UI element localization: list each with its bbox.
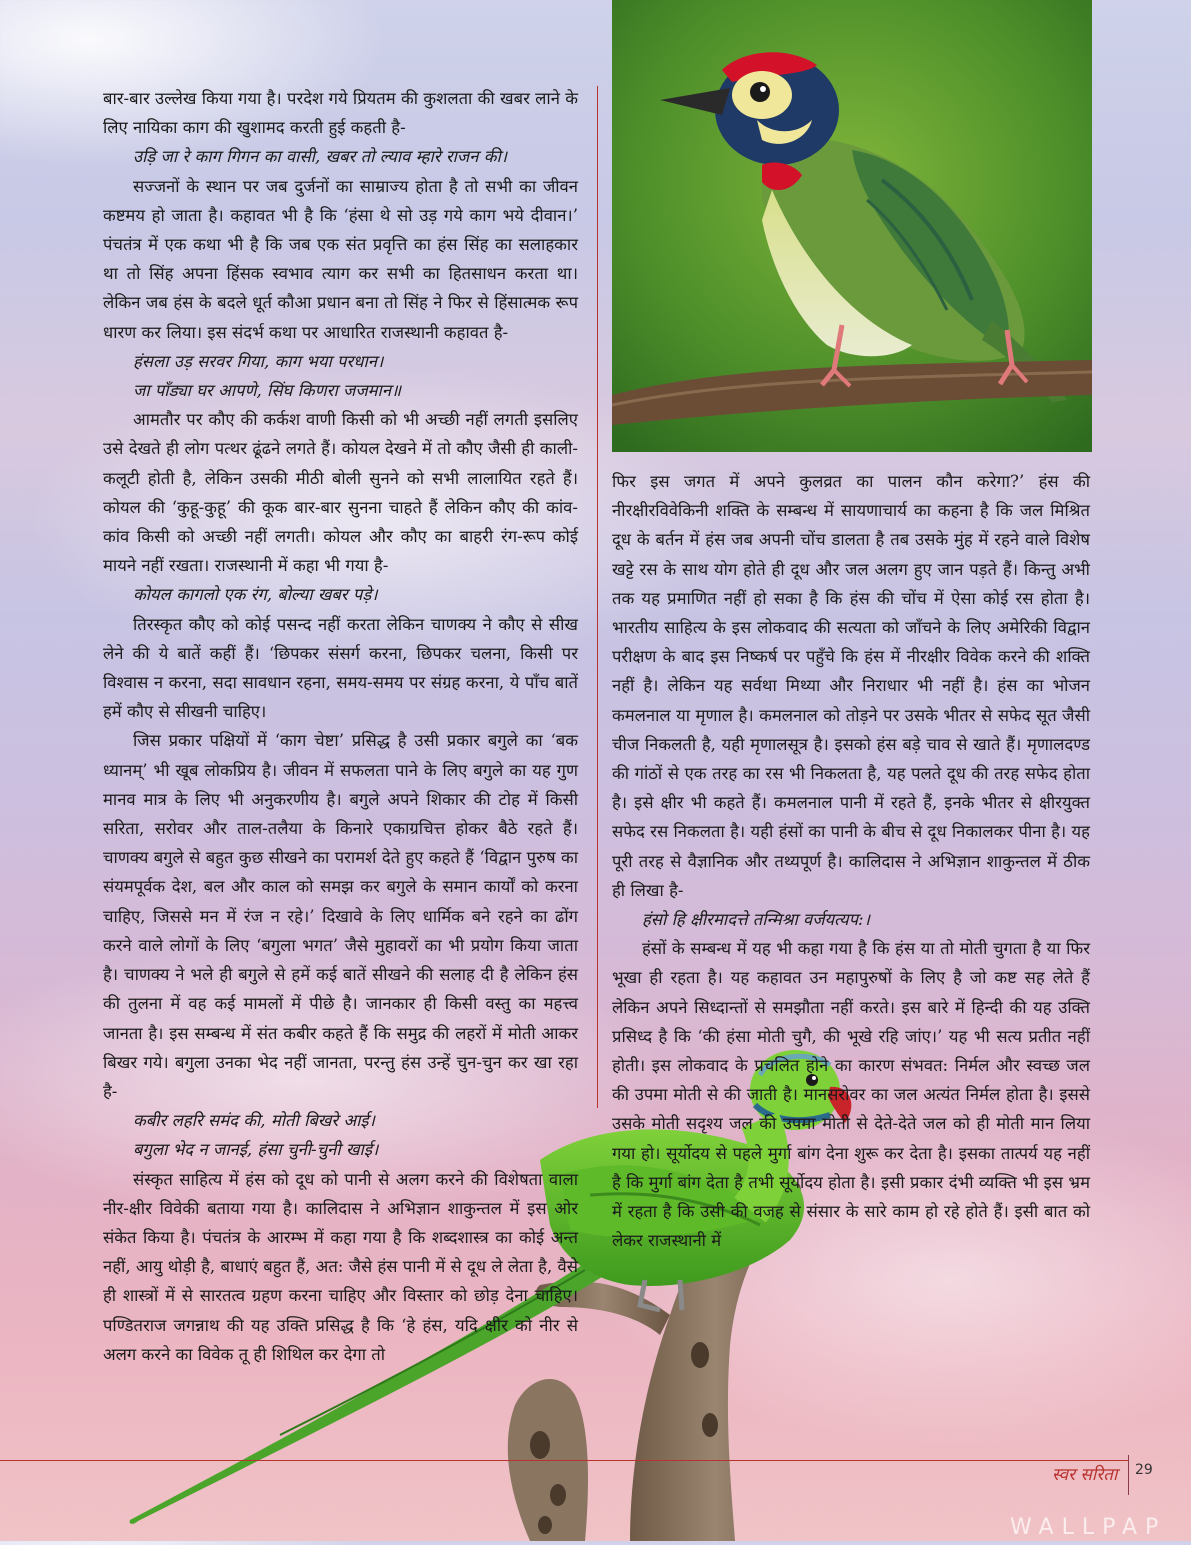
paragraph: हंसों के सम्बन्ध में यह भी कहा गया है कि हंस या तो मोती चुगता है या फिर भूखा ही रहता है। यह कहावत उन महापुरुषों के लिए है जो कष्ट सह लेते हैं लेकिन अपने सिध्दान्तों से समझौता नहीं करते। इस बारे में हिन्दी की यह उक्ति प्रसिध्द है कि ‘की हंसा मोती चुगै, की भूखे रहि जांए।’ यह भी सत्य प्रतीत नहीं होती। इस लोकवाद के प्रचलित होने का कारण संभवत: निर्मल और स्वच्छ जल की उपमा मोती से की जाती है। मानसरोवर का जल अत्यंत निर्मल होता है। इससे उसके मोती सदृश्य जल की उपमा मोती से देते-देते जल को ही मोती मान लिया गया हो। सूर्योदय से पहले मुर्गा बांग देना शुरू कर देता है। इसका तात्पर्य यह नहीं है कि मुर्गा बांग देता है तभी सूर्योदय होता है। इसी प्रकार दंभी व्यक्ति भी इस भ्रम में रहता है कि उसी की वजह से संसार के सारे काम हो रहे होते हैं। इसी बात को लेकर राजस्थानी में [612, 939, 1090, 1251]
verse-line: उड़ि जा रे काग गिगन का वासी, खबर तो ल्याव म्हारे राजन की। [133, 147, 508, 167]
magazine-name: स्वर सरिता [1052, 1465, 1118, 1485]
column-divider-rule [597, 86, 598, 1108]
page-number: 29 [1135, 1462, 1153, 1478]
verse-line: जा पाँड्या घर आपणे, सिंघ किणरा जजमान॥ [133, 381, 402, 401]
paragraph: संस्कृत साहित्य में हंस को दूध को पानी से अलग करने की विशेषता वाला नीर-क्षीर विवेकी बताया गया है। कालिदास ने अभिज्ञान शाकुन्तल में इस ओर संकेत किया है। पंचतंत्र के आरम्भ में कहा गया है कि शब्दशास्त्र का कोई अन्त नहीं, आयु थोड़ी है, बाधाएं बहुत हैं, अत: जैसे हंस पानी में से दूध ले लेता है, वैसे ही शास्त्रों में से सारतत्व ग्रहण करना चाहिए और विस्तार को छोड़ देना चाहिए। पण्डितराज जगन्नाथ की यह उक्ति प्रसिद्ध है कि ‘हे हंस, यदि क्षीर को नीर से अलग करने का विवेक तू ही शिथिल कर देगा तो [103, 1169, 578, 1364]
verse-line: बगुला भेद न जानई, हंसा चुनी-चुनी खाई। [133, 1140, 379, 1160]
footer-rule [0, 1460, 1128, 1461]
barbet-photo [612, 0, 1092, 452]
paragraph: फिर इस जगत में अपने कुलव्रत का पालन कौन करेगा?’ हंस की नीरक्षीरविवेकिनी शक्ति के सम्बन्ध में सायणाचार्य का कहना है कि जल मिश्रित दूध के बर्तन में हंस जब अपनी चोंच डालता है तब उसके मुंह में रहने वाले विशेष खट्टे रस के साथ योग होते ही दूध और जल अलग हुए जान पड़ते हैं। किन्तु अभी तक यह प्रमाणित नहीं हो सका है कि हंस की चोंच में ऐसा कोई रस होता है। भारतीय साहित्य के इस लोकवाद की सत्यता को जाँचने के लिए अमेरिकी विद्वान परीक्षण के बाद इस निष्कर्ष पर पहुँचे कि हंस में नीरक्षीर विवेक करने की शक्ति नहीं है। लेकिन यह सर्वथा मिथ्या और निराधार भी नहीं है। हंस का भोजन कमलनाल या मृणाल है। कमलनाल को तोड़ने पर उसके भीतर से सफेद सूत जैसी चीज निकलती है, यही मृणालसूत्र है। इसको हंस बड़े चाव से खाते हैं। मृणालदण्ड की गांठों से एक तरह का रस भी निकलता है, यह पलते दूध की तरह सफेद होता है। इसे क्षीर भी कहते हैं। कमलनाल पानी में रहते हैं, इनके भीतर से क्षीरयुक्त सफेद रस निकलता है। यही हंसों का पानी के बीच से दूध निकालकर पीना है। यह पूरी तरह से वैज्ञानिक और तथ्यपूर्ण है। कालिदास ने अभिज्ञान शाकुन्तल में ठीक ही लिखा है- [612, 472, 1090, 900]
verse-line: कोयल कागलो एक रंग, बोल्या खबर पड़े। [133, 585, 378, 605]
footer-divider [1128, 1455, 1129, 1495]
right-text-column [612, 467, 1090, 1255]
verse-line: हंसला उड़ सरवर गिया, काग भया परधान। [133, 351, 384, 371]
paragraph: आमतौर पर कौए की कर्कश वाणी किसी को भी अच्छी नहीं लगती इसलिए उसे देखते ही लोग पत्थर ढूंढने लगते हैं। कोयल देखने में तो कौए जैसी ही काली-कलूटी होती है, लेकिन उसकी मीठी बोली सुनने को सभी लालायित रहते हैं। कोयल की ‘कुहू-कुहू’ की कूक बार-बार सुनना चाहते हैं लेकिन कौए की कांव-कांव किसी को अच्छी नहीं लगती। कोयल और कौए का बाहरी रंग-रूप कोई मायने नहीं रखता। राजस्थानी में कहा भी गया है- [103, 410, 578, 576]
paragraph: तिरस्कृत कौए को कोई पसन्द नहीं करता लेकिन चाणक्य ने कौए से सीख लेने की ये बातें कहीं हैं। ‘छिपकर संसर्ग करना, छिपकर चलना, किसी पर विश्वास न करना, सदा सावधान रहना, समय-समय पर संग्रह करना, ये पाँच बातें हमें कौए से सीखनी चाहिए। [103, 614, 578, 722]
left-text-column [103, 84, 578, 1369]
paragraph: बार-बार उल्लेख किया गया है। परदेश गये प्रियतम की कुशलता की खबर लाने के लिए नायिका काग की खुशामद करती हुई कहती है- [103, 89, 578, 138]
verse-line: कबीर लहरि समंद की, मोती बिखरे आई। [133, 1111, 375, 1131]
verse-line: हंसो हि क्षीरमादत्ते तन्मिश्रा वर्जयत्यप:। [642, 910, 870, 930]
paragraph: जिस प्रकार पक्षियों में ‘काग चेष्टा’ प्रसिद्ध है उसी प्रकार बगुले का ‘बक ध्यानम्’ भी खूब लोकप्रिय है। जीवन में सफलता पाने के लिए बगुले का यह गुण मानव मात्र के लिए भी अनुकरणीय है। बगुले अपने शिकार की टोह में किसी सरिता, सरोवर और ताल-तलैया के किनारे एकाग्रचित्त होकर बैठे रहते हैं। चाणक्य बगुले से बहुत कुछ सीखने का परामर्श देते हुए कहते हैं ‘विद्वान पुरुष का संयमपूर्वक देश, बल और काल को समझ कर बगुले के समान कार्यों को करना चाहिए, जिससे मन में रंज न रहे।’ दिखावे के लिए धार्मिक बने रहने का ढोंग करने वाले लोगों के लिए ‘बगुला भगत’ जैसे मुहावरों का भी प्रयोग किया जाता है। चाणक्य ने भले ही बगुले से हमें कई बातें सीखने की सलाह दी है लेकिन हंस की तुलना में वह कई मामलों में पीछे है। जानकार ही किसी वस्तु का महत्त्व जानता है। इस सम्बन्ध में संत कबीर कहते हैं कि समुद्र की लहरों में मोती आकर बिखर गये। बगुला उनका भेद नहीं जानता, परन्तु हंस उन्हें चुन-चुन कर खा रहा है- [103, 731, 578, 1101]
watermark: WALLPAP [1010, 1515, 1167, 1540]
paragraph: सज्जनों के स्थान पर जब दुर्जनों का साम्राज्य होता है तो सभी का जीवन कष्टमय हो जाता है। कहावत भी है कि ‘हंसा थे सो उड़ गये काग भये दीवान।’ पंचतंत्र में एक कथा भी है कि जब एक संत प्रवृत्ति का हंस सिंह का सलाहकार था तो सिंह अपना हिंसक स्वभाव त्याग कर सभी का हितसाधन करता था। लेकिन जब हंस के बदले धूर्त कौआ प्रधान बना तो सिंह ने फिर से हिंसात्मक रूप धारण कर लिया। इस संदर्भ कथा पर आधारित राजस्थानी कहावत है- [103, 176, 578, 342]
